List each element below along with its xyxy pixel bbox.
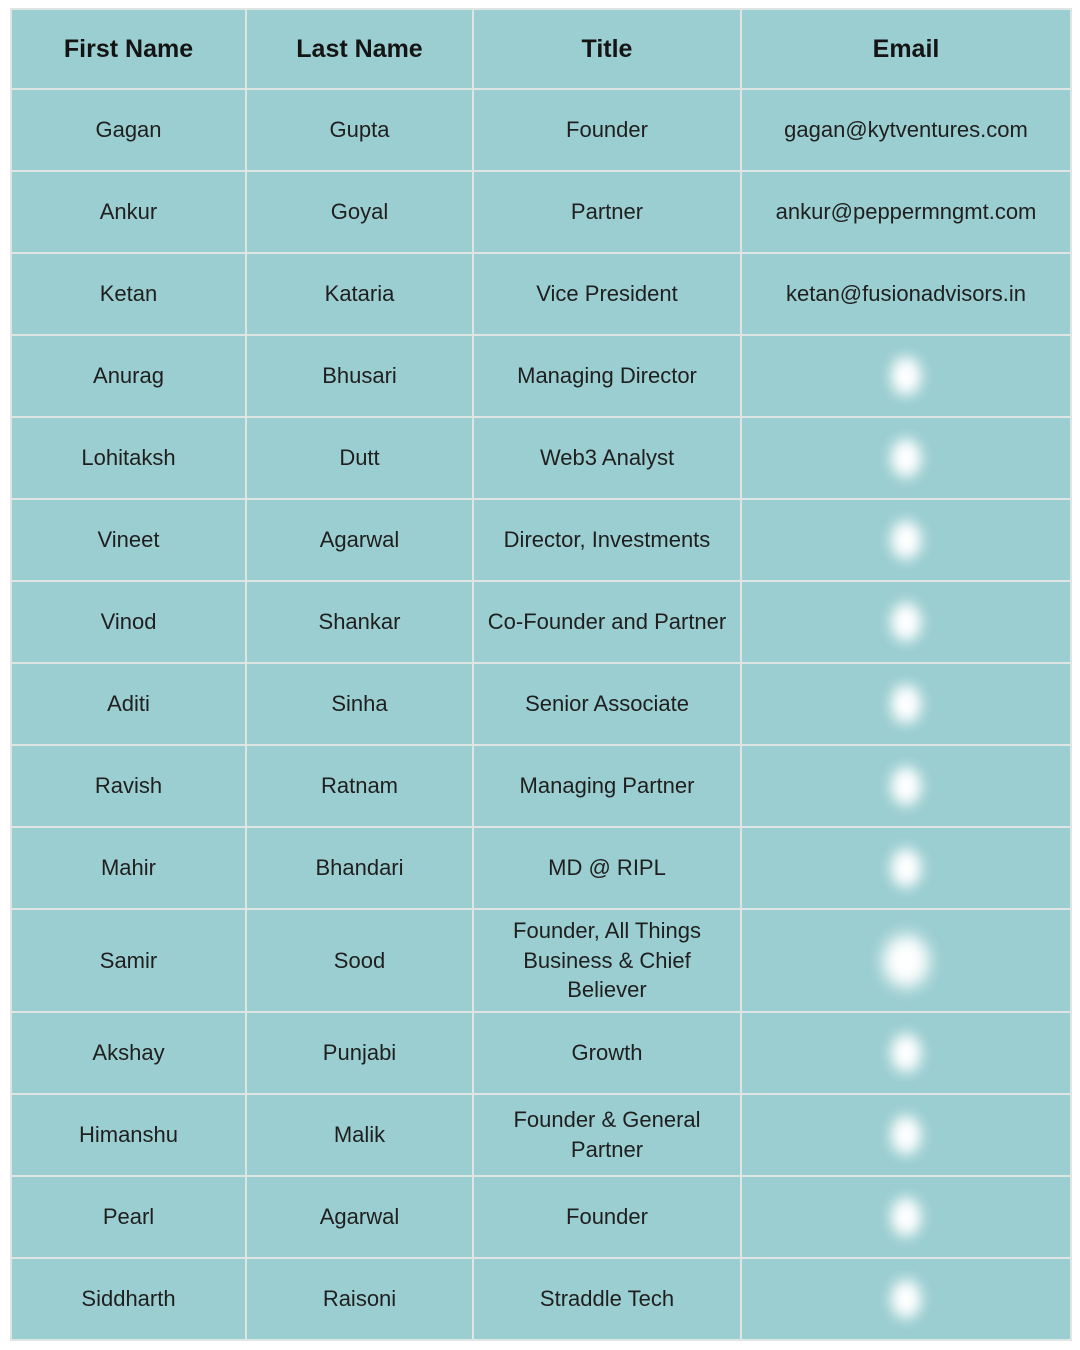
cell-title: MD @ RIPL — [473, 827, 741, 909]
cell-email — [741, 499, 1071, 581]
redacted-email-blur — [887, 1275, 925, 1323]
column-header-email: Email — [741, 9, 1071, 89]
table-row — [11, 335, 1071, 417]
cell-first-name: Siddharth — [11, 1258, 246, 1340]
table-row — [11, 745, 1071, 827]
redacted-email-blur — [887, 434, 925, 482]
cell-first-name: Pearl — [11, 1176, 246, 1258]
cell-last-name: Shankar — [246, 581, 473, 663]
email-text: gagan@kytventures.com — [784, 117, 1028, 143]
cell-email — [741, 171, 1071, 253]
cell-first-name: Aditi — [11, 663, 246, 745]
redacted-email-blur — [887, 762, 925, 810]
table-row — [11, 909, 1071, 1012]
table-row — [11, 171, 1071, 253]
table-row — [11, 1012, 1071, 1094]
cell-title: Vice President — [473, 253, 741, 335]
cell-email — [741, 253, 1071, 335]
cell-last-name: Gupta — [246, 89, 473, 171]
cell-first-name: Ankur — [11, 171, 246, 253]
cell-email — [741, 1176, 1071, 1258]
table-row — [11, 581, 1071, 663]
cell-title: Managing Partner — [473, 745, 741, 827]
cell-title: Partner — [473, 171, 741, 253]
redacted-email-blur — [877, 928, 935, 994]
cell-email — [741, 827, 1071, 909]
cell-last-name: Goyal — [246, 171, 473, 253]
cell-title: Founder — [473, 89, 741, 171]
cell-email — [741, 1094, 1071, 1176]
cell-title: Founder, All Things Business & Chief Believer — [473, 909, 741, 1012]
redacted-email-blur — [887, 598, 925, 646]
cell-email — [741, 909, 1071, 1012]
redacted-email-blur — [887, 516, 925, 564]
cell-email — [741, 335, 1071, 417]
cell-title: Managing Director — [473, 335, 741, 417]
table-row — [11, 663, 1071, 745]
cell-email — [741, 663, 1071, 745]
cell-title: Senior Associate — [473, 663, 741, 745]
cell-last-name: Punjabi — [246, 1012, 473, 1094]
table-row — [11, 417, 1071, 499]
cell-email — [741, 1258, 1071, 1340]
cell-title: Director, Investments — [473, 499, 741, 581]
redacted-email-blur — [887, 1193, 925, 1241]
cell-title: Co-Founder and Partner — [473, 581, 741, 663]
redacted-email-blur — [887, 1029, 925, 1077]
cell-last-name: Agarwal — [246, 1176, 473, 1258]
cell-last-name: Bhusari — [246, 335, 473, 417]
cell-first-name: Ketan — [11, 253, 246, 335]
table-row — [11, 1094, 1071, 1176]
cell-last-name: Dutt — [246, 417, 473, 499]
table-body — [11, 89, 1071, 1340]
cell-first-name: Akshay — [11, 1012, 246, 1094]
cell-last-name: Sood — [246, 909, 473, 1012]
redacted-email-blur — [887, 1111, 925, 1159]
cell-email — [741, 417, 1071, 499]
cell-email — [741, 745, 1071, 827]
table-row — [11, 1258, 1071, 1340]
cell-first-name: Lohitaksh — [11, 417, 246, 499]
email-text: ankur@peppermngmt.com — [775, 199, 1037, 225]
table-row — [11, 89, 1071, 171]
cell-first-name: Gagan — [11, 89, 246, 171]
cell-last-name: Ratnam — [246, 745, 473, 827]
cell-last-name: Kataria — [246, 253, 473, 335]
column-header-first-name: First Name — [11, 9, 246, 89]
redacted-email-blur — [887, 844, 925, 892]
cell-last-name: Raisoni — [246, 1258, 473, 1340]
cell-last-name: Sinha — [246, 663, 473, 745]
table-row — [11, 253, 1071, 335]
column-header-title: Title — [473, 9, 741, 89]
cell-first-name: Mahir — [11, 827, 246, 909]
cell-first-name: Anurag — [11, 335, 246, 417]
table-row — [11, 1176, 1071, 1258]
cell-title: Founder & General Partner — [473, 1094, 741, 1176]
redacted-email-blur — [887, 680, 925, 728]
cell-first-name: Vineet — [11, 499, 246, 581]
email-text: ketan@fusionadvisors.in — [785, 281, 1026, 307]
redacted-email-blur — [887, 352, 925, 400]
cell-last-name: Bhandari — [246, 827, 473, 909]
table-row — [11, 827, 1071, 909]
column-header-last-name: Last Name — [246, 9, 473, 89]
cell-first-name: Samir — [11, 909, 246, 1012]
cell-first-name: Vinod — [11, 581, 246, 663]
contacts-table — [10, 8, 1072, 1341]
header-row — [11, 9, 1071, 89]
cell-first-name: Himanshu — [11, 1094, 246, 1176]
cell-last-name: Agarwal — [246, 499, 473, 581]
cell-title: Web3 Analyst — [473, 417, 741, 499]
cell-title: Straddle Tech — [473, 1258, 741, 1340]
table-row — [11, 499, 1071, 581]
cell-first-name: Ravish — [11, 745, 246, 827]
cell-title: Founder — [473, 1176, 741, 1258]
cell-title: Growth — [473, 1012, 741, 1094]
cell-last-name: Malik — [246, 1094, 473, 1176]
cell-email — [741, 581, 1071, 663]
cell-email — [741, 1012, 1071, 1094]
cell-email — [741, 89, 1071, 171]
